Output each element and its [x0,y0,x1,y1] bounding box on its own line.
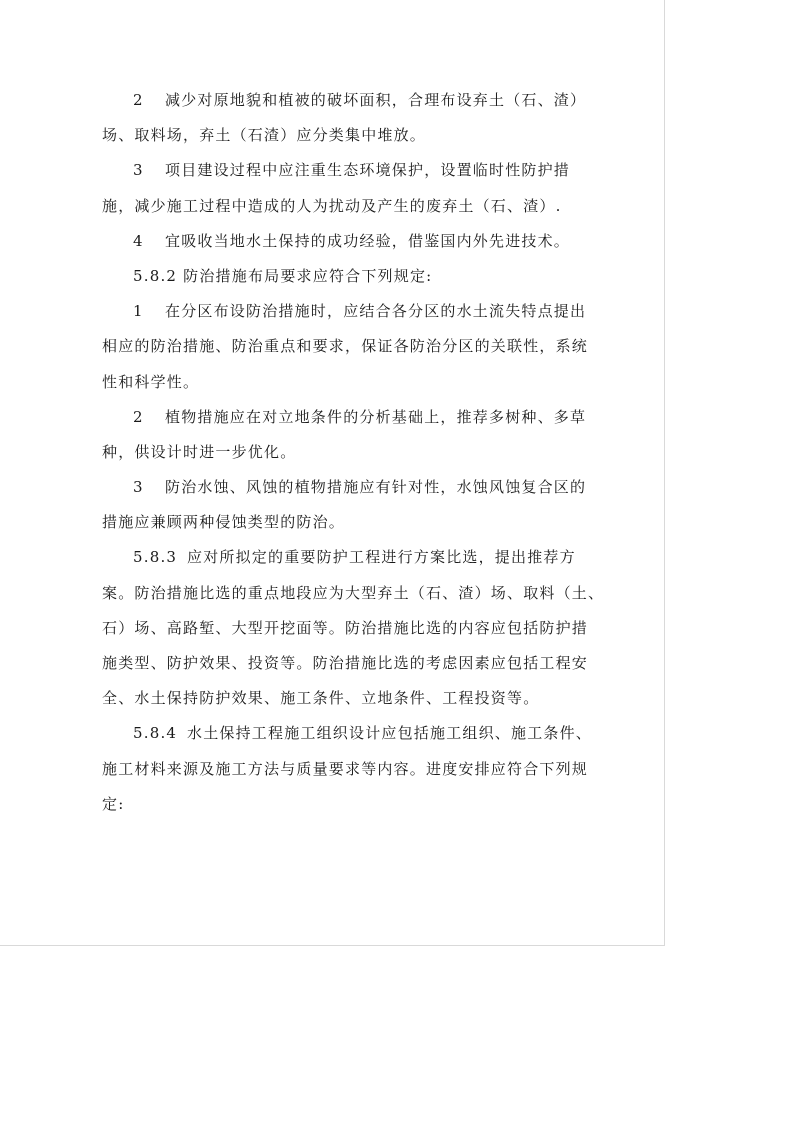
document-body [102,86,605,825]
item-number: 3 [133,161,144,180]
paragraph-line [102,614,589,649]
paragraph-line [102,368,572,403]
paragraph-line [102,649,589,684]
item-number: 3 [133,478,144,497]
paragraph-line [102,156,572,191]
line-text: 全、水土保持防护效果、施工条件、立地条件、工程投资等。 [102,689,540,708]
paragraph-line [102,227,572,262]
paragraph-line [102,192,572,227]
paragraph-line [102,684,572,719]
line-text: 种，供设计时进一步优化。 [102,442,297,461]
line-text: 定: [102,794,125,813]
paragraph-line [102,332,589,367]
paragraph-line [102,403,587,438]
item-number: 4 [133,231,144,250]
line-text: 性和科学性。 [102,372,200,391]
line-text: 减少对原地貌和植被的破坏面积，合理布设弃土（石、渣） [165,91,587,109]
line-text: 植物措施应在对立地条件的分析基础上，推荐多树种、多草 [165,407,587,426]
line-text: 石）场、高路堑、大型开挖面等。防治措施比选的内容应包括防护措 [102,618,589,637]
paragraph-line [102,86,587,121]
section-heading-line [102,719,593,754]
paragraph-line [102,755,589,790]
item-number: 1 [133,302,144,321]
paragraph-line [102,438,572,473]
section-number: 5.8.3 [133,548,178,567]
section-number: 5.8.2 [133,266,178,285]
line-text: 宜吸收当地水土保持的成功经验，借鉴国内外先进技术。 [165,231,571,250]
line-text: 水土保持工程施工组织设计应包括施工组织、施工条件、 [187,724,593,743]
item-number: 2 [133,91,144,109]
line-text: 场、取料场，弃土（石渣）应分类集中堆放。 [102,126,427,145]
line-text: 施工材料来源及施工方法与质量要求等内容。进度安排应符合下列规 [102,759,589,778]
section-heading-line [102,543,576,578]
line-text: 相应的防治措施、防治重点和要求，保证各防治分区的关联性，系统 [102,337,589,356]
item-number: 2 [133,407,144,426]
line-text: 应对所拟定的重要防护工程进行方案比选，提出推荐方 [187,548,576,567]
line-text: 在分区布设防治措施时，应结合各分区的水土流失特点提出 [165,302,587,321]
line-text: 防治水蚀、风蚀的植物措施应有针对性，水蚀风蚀复合区的 [165,478,587,497]
line-text: 案。防治措施比选的重点地段应为大型弃土（石、渣）场、取料（土、 [102,583,605,602]
paragraph-line [102,121,572,156]
line-text: 防治措施布局要求应符合下列规定: [183,266,433,285]
line-text: 措施应兼顾两种侵蚀类型的防治。 [102,513,346,532]
section-number: 5.8.4 [133,724,178,743]
paragraph-line [102,473,587,508]
section-heading-line [102,262,572,297]
paragraph-line [102,579,605,614]
paragraph-line [102,508,572,543]
paragraph-line [102,790,572,825]
line-text: 项目建设过程中应注重生态环境保护，设置临时性防护措 [165,161,571,180]
paragraph-line [102,297,587,332]
line-text: 施，减少施工过程中造成的人为扰动及产生的废弃土（石、渣）. [102,196,562,215]
line-text: 施类型、防护效果、投资等。防治措施比选的考虑因素应包括工程安 [102,654,589,672]
